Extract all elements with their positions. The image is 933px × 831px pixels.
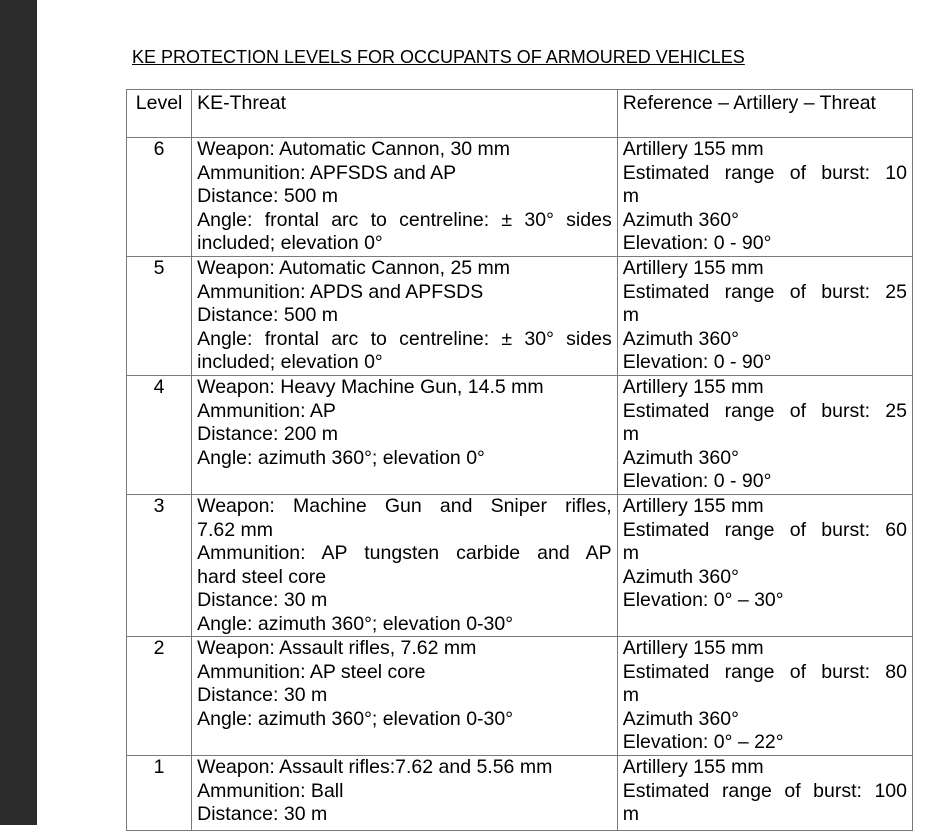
reference-cell: [617, 756, 912, 831]
range-text-cont: m: [622, 423, 639, 445]
angle-text: Angle: azimuth 360°; elevation 0-30°: [197, 707, 514, 730]
weapon-text: Weapon: Assault rifles:7.62 and 5.56 mm: [197, 756, 553, 778]
threat-cell: [192, 257, 618, 376]
range-text: Estimated range of burst: 25: [622, 399, 907, 422]
artillery-text: Artillery 155 mm: [622, 495, 764, 517]
level-cell: 3: [127, 495, 192, 637]
ammunition-text-cont: hard steel core: [197, 565, 327, 588]
weapon-text: Weapon: Automatic Cannon, 25 mm: [197, 257, 511, 279]
level-cell: 1: [127, 756, 192, 831]
range-text-cont: m: [622, 185, 639, 207]
ammunition-text: Ammunition: APDS and APFSDS: [197, 280, 484, 303]
header-level: Level: [127, 90, 192, 138]
level-cell: 5: [127, 257, 192, 376]
level-cell: 6: [127, 138, 192, 257]
distance-text: Distance: 30 m: [197, 589, 328, 611]
reference-cell: [617, 495, 912, 637]
level-cell: 2: [127, 637, 192, 756]
table-row: [127, 257, 913, 376]
table-header-row: [127, 90, 913, 138]
weapon-text-cont: 7.62 mm: [197, 518, 273, 541]
threat-cell: [192, 376, 618, 495]
range-text: Estimated range of burst: 80: [622, 660, 907, 683]
reference-cell: [617, 257, 912, 376]
elevation-text: Elevation: 0° – 22°: [622, 731, 784, 753]
threat-cell: [192, 138, 618, 257]
range-text-cont: m: [622, 803, 639, 825]
threat-cell: [192, 495, 618, 637]
range-text: Estimated range of burst: 10: [622, 161, 907, 184]
range-text-cont: m: [622, 684, 639, 706]
artillery-text: Artillery 155 mm: [622, 257, 764, 279]
azimuth-text: Azimuth 360°: [622, 565, 739, 588]
distance-text: Distance: 200 m: [197, 423, 339, 445]
weapon-text: Weapon: Heavy Machine Gun, 14.5 mm: [197, 376, 544, 398]
elevation-text: Elevation: 0° – 30°: [622, 589, 784, 611]
artillery-text: Artillery 155 mm: [622, 376, 764, 398]
reference-cell: [617, 138, 912, 257]
table-row: [127, 495, 913, 637]
ammunition-text: Ammunition: Ball: [197, 779, 344, 802]
azimuth-text: Azimuth 360°: [622, 327, 739, 350]
angle-text: Angle: frontal arc to centreline: ± 30° sides: [197, 327, 612, 350]
table-row: [127, 376, 913, 495]
angle-text: Angle: azimuth 360°; elevation 0-30°: [197, 612, 514, 635]
angle-text: Angle: azimuth 360°; elevation 0°: [197, 446, 485, 469]
angle-text: Angle: frontal arc to centreline: ± 30° sides: [197, 208, 612, 231]
range-text: Estimated range of burst: 100: [622, 779, 907, 802]
angle-text-cont: included; elevation 0°: [197, 351, 383, 373]
level-cell: 4: [127, 376, 192, 495]
weapon-text: Weapon: Assault rifles, 7.62 mm: [197, 637, 477, 659]
distance-text: Distance: 30 m: [197, 684, 328, 706]
elevation-text: Elevation: 0 - 90°: [622, 232, 772, 254]
elevation-text: Elevation: 0 - 90°: [622, 351, 772, 373]
weapon-text: Weapon: Automatic Cannon, 30 mm: [197, 138, 511, 160]
angle-text-cont: included; elevation 0°: [197, 232, 383, 254]
header-reference: Reference – Artillery – Threat: [617, 90, 912, 138]
range-text: Estimated range of burst: 60: [622, 518, 907, 541]
table-row: [127, 756, 913, 831]
range-text-cont: m: [622, 542, 639, 564]
ammunition-text: Ammunition: AP: [197, 399, 336, 422]
azimuth-text: Azimuth 360°: [622, 446, 739, 469]
artillery-text: Artillery 155 mm: [622, 756, 764, 778]
range-text-cont: m: [622, 304, 639, 326]
distance-text: Distance: 30 m: [197, 803, 328, 825]
artillery-text: Artillery 155 mm: [622, 138, 764, 160]
table-row: [127, 637, 913, 756]
range-text: Estimated range of burst: 25: [622, 280, 907, 303]
header-ke-threat: KE-Threat: [192, 90, 618, 138]
document-title: KE PROTECTION LEVELS FOR OCCUPANTS OF ARMOURED VEHICLES: [132, 47, 745, 67]
document-page: [37, 0, 933, 825]
elevation-text: Elevation: 0 - 90°: [622, 470, 772, 492]
ke-protection-table: [126, 89, 913, 831]
azimuth-text: Azimuth 360°: [622, 208, 739, 231]
table-row: [127, 138, 913, 257]
threat-cell: [192, 637, 618, 756]
reference-cell: [617, 376, 912, 495]
ammunition-text: Ammunition: AP steel core: [197, 660, 426, 683]
reference-cell: [617, 637, 912, 756]
threat-cell: [192, 756, 618, 831]
ammunition-text: Ammunition: AP tungsten carbide and AP: [197, 542, 612, 564]
azimuth-text: Azimuth 360°: [622, 707, 739, 730]
ammunition-text: Ammunition: APFSDS and AP: [197, 161, 457, 184]
weapon-text: Weapon: Machine Gun and Sniper rifles,: [197, 495, 612, 517]
left-margin-bar: [0, 0, 37, 825]
distance-text: Distance: 500 m: [197, 185, 339, 207]
artillery-text: Artillery 155 mm: [622, 637, 764, 659]
distance-text: Distance: 500 m: [197, 304, 339, 326]
